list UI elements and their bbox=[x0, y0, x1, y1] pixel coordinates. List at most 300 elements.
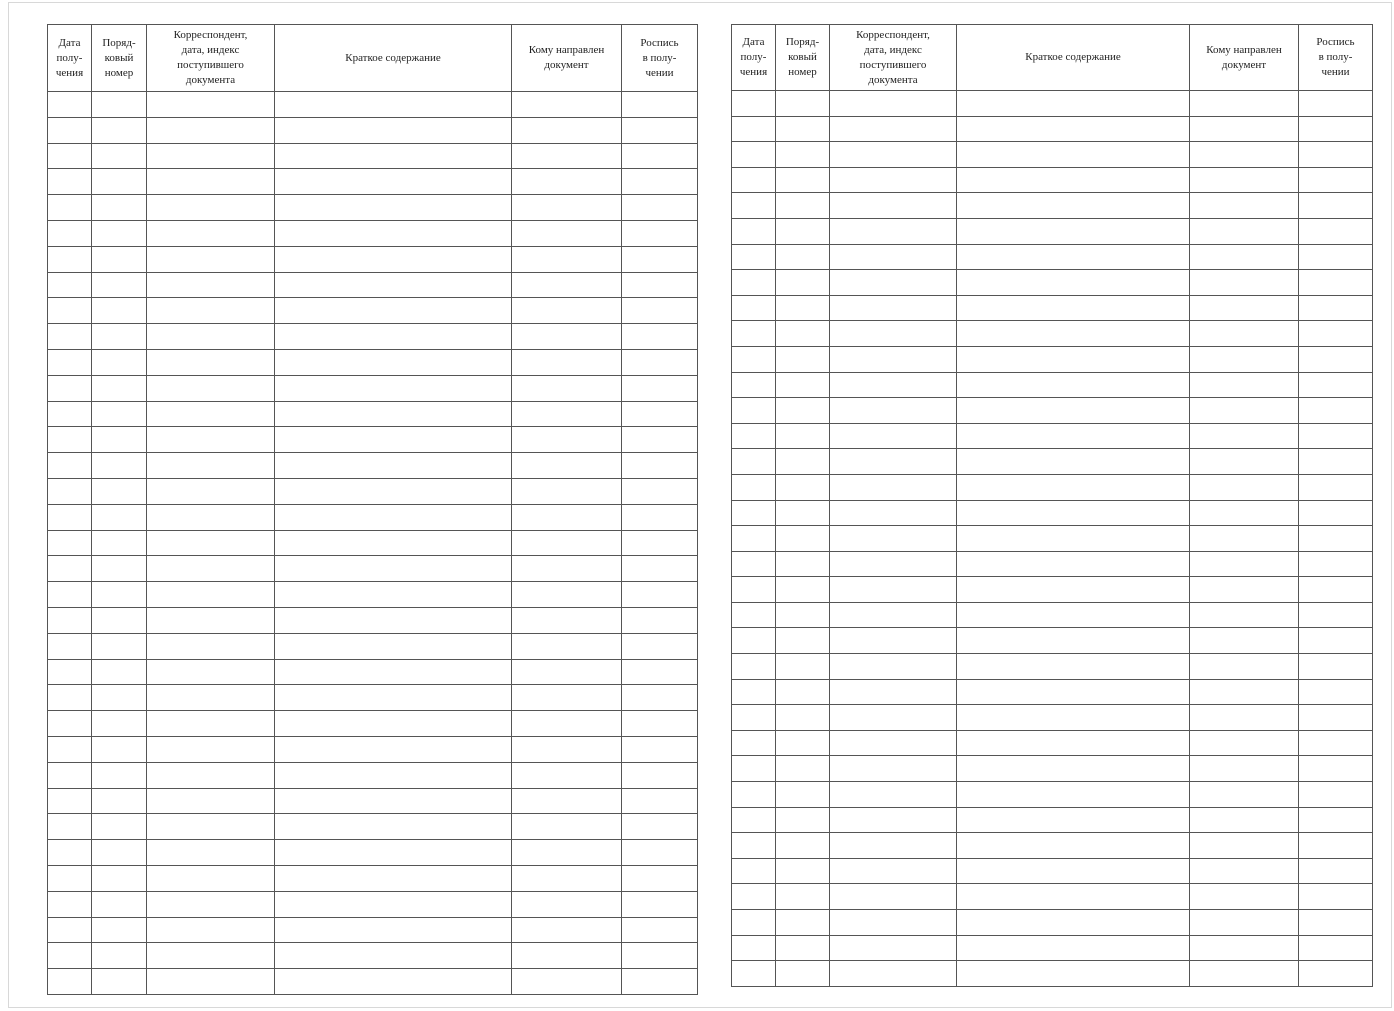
summary-cell[interactable] bbox=[957, 321, 1190, 347]
number-cell[interactable] bbox=[776, 935, 830, 961]
recipient-cell[interactable] bbox=[512, 324, 622, 350]
summary-cell[interactable] bbox=[957, 423, 1190, 449]
summary-cell[interactable] bbox=[957, 577, 1190, 603]
correspondent-cell[interactable] bbox=[830, 398, 957, 424]
correspondent-cell[interactable] bbox=[830, 577, 957, 603]
signature-cell[interactable] bbox=[622, 453, 698, 479]
number-cell[interactable] bbox=[776, 167, 830, 193]
recipient-cell[interactable] bbox=[512, 92, 622, 118]
summary-cell[interactable] bbox=[957, 449, 1190, 475]
correspondent-cell[interactable] bbox=[830, 833, 957, 859]
correspondent-cell[interactable] bbox=[830, 91, 957, 117]
signature-cell[interactable] bbox=[1299, 833, 1373, 859]
recipient-cell[interactable] bbox=[512, 246, 622, 272]
signature-cell[interactable] bbox=[622, 504, 698, 530]
signature-cell[interactable] bbox=[1299, 116, 1373, 142]
correspondent-cell[interactable] bbox=[147, 453, 275, 479]
signature-cell[interactable] bbox=[622, 711, 698, 737]
summary-cell[interactable] bbox=[957, 782, 1190, 808]
summary-cell[interactable] bbox=[957, 91, 1190, 117]
number-cell[interactable] bbox=[776, 807, 830, 833]
correspondent-cell[interactable] bbox=[147, 607, 275, 633]
date-cell[interactable] bbox=[732, 577, 776, 603]
summary-cell[interactable] bbox=[275, 349, 512, 375]
number-cell[interactable] bbox=[92, 969, 147, 995]
recipient-cell[interactable] bbox=[512, 969, 622, 995]
recipient-cell[interactable] bbox=[512, 504, 622, 530]
date-cell[interactable] bbox=[732, 833, 776, 859]
recipient-cell[interactable] bbox=[512, 401, 622, 427]
number-cell[interactable] bbox=[92, 736, 147, 762]
date-cell[interactable] bbox=[48, 298, 92, 324]
signature-cell[interactable] bbox=[1299, 270, 1373, 296]
recipient-cell[interactable] bbox=[512, 685, 622, 711]
correspondent-cell[interactable] bbox=[147, 169, 275, 195]
recipient-cell[interactable] bbox=[1190, 142, 1299, 168]
correspondent-cell[interactable] bbox=[830, 807, 957, 833]
recipient-cell[interactable] bbox=[512, 891, 622, 917]
correspondent-cell[interactable] bbox=[147, 195, 275, 221]
recipient-cell[interactable] bbox=[1190, 270, 1299, 296]
date-cell[interactable] bbox=[732, 116, 776, 142]
number-cell[interactable] bbox=[92, 195, 147, 221]
number-cell[interactable] bbox=[776, 142, 830, 168]
correspondent-cell[interactable] bbox=[147, 840, 275, 866]
correspondent-cell[interactable] bbox=[147, 788, 275, 814]
recipient-cell[interactable] bbox=[1190, 500, 1299, 526]
signature-cell[interactable] bbox=[622, 143, 698, 169]
signature-cell[interactable] bbox=[622, 92, 698, 118]
number-cell[interactable] bbox=[776, 244, 830, 270]
signature-cell[interactable] bbox=[1299, 142, 1373, 168]
number-cell[interactable] bbox=[776, 423, 830, 449]
signature-cell[interactable] bbox=[622, 556, 698, 582]
summary-cell[interactable] bbox=[957, 167, 1190, 193]
summary-cell[interactable] bbox=[275, 917, 512, 943]
recipient-cell[interactable] bbox=[512, 117, 622, 143]
summary-cell[interactable] bbox=[275, 865, 512, 891]
signature-cell[interactable] bbox=[1299, 474, 1373, 500]
date-cell[interactable] bbox=[732, 346, 776, 372]
recipient-cell[interactable] bbox=[1190, 833, 1299, 859]
date-cell[interactable] bbox=[48, 349, 92, 375]
number-cell[interactable] bbox=[776, 628, 830, 654]
summary-cell[interactable] bbox=[275, 530, 512, 556]
date-cell[interactable] bbox=[48, 530, 92, 556]
number-cell[interactable] bbox=[92, 917, 147, 943]
summary-cell[interactable] bbox=[957, 807, 1190, 833]
summary-cell[interactable] bbox=[275, 246, 512, 272]
recipient-cell[interactable] bbox=[512, 788, 622, 814]
date-cell[interactable] bbox=[48, 659, 92, 685]
recipient-cell[interactable] bbox=[1190, 398, 1299, 424]
number-cell[interactable] bbox=[92, 865, 147, 891]
number-cell[interactable] bbox=[92, 272, 147, 298]
date-cell[interactable] bbox=[732, 167, 776, 193]
correspondent-cell[interactable] bbox=[147, 685, 275, 711]
number-cell[interactable] bbox=[776, 500, 830, 526]
signature-cell[interactable] bbox=[1299, 218, 1373, 244]
signature-cell[interactable] bbox=[622, 659, 698, 685]
recipient-cell[interactable] bbox=[1190, 756, 1299, 782]
summary-cell[interactable] bbox=[957, 474, 1190, 500]
date-cell[interactable] bbox=[732, 142, 776, 168]
date-cell[interactable] bbox=[48, 220, 92, 246]
recipient-cell[interactable] bbox=[512, 762, 622, 788]
recipient-cell[interactable] bbox=[512, 272, 622, 298]
correspondent-cell[interactable] bbox=[830, 474, 957, 500]
recipient-cell[interactable] bbox=[512, 530, 622, 556]
number-cell[interactable] bbox=[776, 372, 830, 398]
summary-cell[interactable] bbox=[275, 685, 512, 711]
correspondent-cell[interactable] bbox=[147, 943, 275, 969]
date-cell[interactable] bbox=[732, 270, 776, 296]
date-cell[interactable] bbox=[48, 633, 92, 659]
summary-cell[interactable] bbox=[957, 270, 1190, 296]
number-cell[interactable] bbox=[776, 91, 830, 117]
summary-cell[interactable] bbox=[957, 884, 1190, 910]
signature-cell[interactable] bbox=[1299, 807, 1373, 833]
summary-cell[interactable] bbox=[275, 117, 512, 143]
correspondent-cell[interactable] bbox=[830, 884, 957, 910]
correspondent-cell[interactable] bbox=[147, 917, 275, 943]
correspondent-cell[interactable] bbox=[830, 602, 957, 628]
summary-cell[interactable] bbox=[957, 705, 1190, 731]
number-cell[interactable] bbox=[92, 633, 147, 659]
correspondent-cell[interactable] bbox=[147, 220, 275, 246]
number-cell[interactable] bbox=[776, 551, 830, 577]
number-cell[interactable] bbox=[92, 169, 147, 195]
signature-cell[interactable] bbox=[622, 298, 698, 324]
recipient-cell[interactable] bbox=[512, 736, 622, 762]
correspondent-cell[interactable] bbox=[830, 961, 957, 987]
recipient-cell[interactable] bbox=[1190, 346, 1299, 372]
correspondent-cell[interactable] bbox=[830, 858, 957, 884]
correspondent-cell[interactable] bbox=[147, 272, 275, 298]
summary-cell[interactable] bbox=[957, 730, 1190, 756]
date-cell[interactable] bbox=[732, 602, 776, 628]
recipient-cell[interactable] bbox=[1190, 295, 1299, 321]
correspondent-cell[interactable] bbox=[830, 756, 957, 782]
correspondent-cell[interactable] bbox=[147, 92, 275, 118]
signature-cell[interactable] bbox=[1299, 321, 1373, 347]
number-cell[interactable] bbox=[776, 756, 830, 782]
recipient-cell[interactable] bbox=[512, 582, 622, 608]
date-cell[interactable] bbox=[732, 884, 776, 910]
summary-cell[interactable] bbox=[275, 607, 512, 633]
number-cell[interactable] bbox=[776, 884, 830, 910]
summary-cell[interactable] bbox=[957, 116, 1190, 142]
correspondent-cell[interactable] bbox=[830, 679, 957, 705]
summary-cell[interactable] bbox=[957, 628, 1190, 654]
correspondent-cell[interactable] bbox=[147, 349, 275, 375]
number-cell[interactable] bbox=[92, 891, 147, 917]
date-cell[interactable] bbox=[48, 788, 92, 814]
signature-cell[interactable] bbox=[1299, 935, 1373, 961]
recipient-cell[interactable] bbox=[1190, 782, 1299, 808]
signature-cell[interactable] bbox=[622, 969, 698, 995]
number-cell[interactable] bbox=[776, 654, 830, 680]
date-cell[interactable] bbox=[48, 143, 92, 169]
signature-cell[interactable] bbox=[622, 220, 698, 246]
correspondent-cell[interactable] bbox=[147, 530, 275, 556]
summary-cell[interactable] bbox=[275, 736, 512, 762]
recipient-cell[interactable] bbox=[1190, 628, 1299, 654]
number-cell[interactable] bbox=[92, 375, 147, 401]
summary-cell[interactable] bbox=[957, 858, 1190, 884]
number-cell[interactable] bbox=[92, 246, 147, 272]
recipient-cell[interactable] bbox=[512, 349, 622, 375]
correspondent-cell[interactable] bbox=[830, 782, 957, 808]
recipient-cell[interactable] bbox=[512, 195, 622, 221]
correspondent-cell[interactable] bbox=[830, 654, 957, 680]
number-cell[interactable] bbox=[92, 788, 147, 814]
summary-cell[interactable] bbox=[957, 346, 1190, 372]
signature-cell[interactable] bbox=[622, 917, 698, 943]
summary-cell[interactable] bbox=[957, 679, 1190, 705]
correspondent-cell[interactable] bbox=[830, 346, 957, 372]
correspondent-cell[interactable] bbox=[830, 705, 957, 731]
correspondent-cell[interactable] bbox=[830, 526, 957, 552]
recipient-cell[interactable] bbox=[1190, 730, 1299, 756]
signature-cell[interactable] bbox=[622, 169, 698, 195]
number-cell[interactable] bbox=[776, 449, 830, 475]
summary-cell[interactable] bbox=[957, 756, 1190, 782]
signature-cell[interactable] bbox=[622, 891, 698, 917]
summary-cell[interactable] bbox=[957, 218, 1190, 244]
number-cell[interactable] bbox=[92, 607, 147, 633]
signature-cell[interactable] bbox=[1299, 91, 1373, 117]
summary-cell[interactable] bbox=[957, 398, 1190, 424]
date-cell[interactable] bbox=[48, 453, 92, 479]
number-cell[interactable] bbox=[776, 295, 830, 321]
correspondent-cell[interactable] bbox=[830, 116, 957, 142]
correspondent-cell[interactable] bbox=[830, 449, 957, 475]
signature-cell[interactable] bbox=[622, 788, 698, 814]
recipient-cell[interactable] bbox=[512, 943, 622, 969]
number-cell[interactable] bbox=[92, 711, 147, 737]
signature-cell[interactable] bbox=[622, 865, 698, 891]
recipient-cell[interactable] bbox=[1190, 961, 1299, 987]
signature-cell[interactable] bbox=[622, 478, 698, 504]
number-cell[interactable] bbox=[92, 659, 147, 685]
summary-cell[interactable] bbox=[275, 401, 512, 427]
number-cell[interactable] bbox=[92, 401, 147, 427]
signature-cell[interactable] bbox=[1299, 551, 1373, 577]
recipient-cell[interactable] bbox=[1190, 423, 1299, 449]
date-cell[interactable] bbox=[732, 628, 776, 654]
date-cell[interactable] bbox=[48, 427, 92, 453]
date-cell[interactable] bbox=[48, 504, 92, 530]
correspondent-cell[interactable] bbox=[147, 814, 275, 840]
summary-cell[interactable] bbox=[275, 659, 512, 685]
summary-cell[interactable] bbox=[275, 453, 512, 479]
signature-cell[interactable] bbox=[622, 375, 698, 401]
summary-cell[interactable] bbox=[275, 427, 512, 453]
correspondent-cell[interactable] bbox=[830, 910, 957, 936]
date-cell[interactable] bbox=[732, 807, 776, 833]
recipient-cell[interactable] bbox=[1190, 602, 1299, 628]
correspondent-cell[interactable] bbox=[830, 730, 957, 756]
signature-cell[interactable] bbox=[622, 530, 698, 556]
date-cell[interactable] bbox=[48, 478, 92, 504]
signature-cell[interactable] bbox=[1299, 346, 1373, 372]
recipient-cell[interactable] bbox=[1190, 807, 1299, 833]
summary-cell[interactable] bbox=[957, 500, 1190, 526]
signature-cell[interactable] bbox=[622, 607, 698, 633]
date-cell[interactable] bbox=[48, 711, 92, 737]
correspondent-cell[interactable] bbox=[830, 295, 957, 321]
signature-cell[interactable] bbox=[1299, 295, 1373, 321]
recipient-cell[interactable] bbox=[1190, 167, 1299, 193]
correspondent-cell[interactable] bbox=[147, 324, 275, 350]
signature-cell[interactable] bbox=[1299, 423, 1373, 449]
date-cell[interactable] bbox=[732, 218, 776, 244]
summary-cell[interactable] bbox=[275, 943, 512, 969]
recipient-cell[interactable] bbox=[512, 143, 622, 169]
summary-cell[interactable] bbox=[275, 324, 512, 350]
summary-cell[interactable] bbox=[957, 935, 1190, 961]
date-cell[interactable] bbox=[48, 195, 92, 221]
signature-cell[interactable] bbox=[622, 943, 698, 969]
number-cell[interactable] bbox=[92, 840, 147, 866]
correspondent-cell[interactable] bbox=[830, 270, 957, 296]
summary-cell[interactable] bbox=[275, 478, 512, 504]
signature-cell[interactable] bbox=[1299, 244, 1373, 270]
summary-cell[interactable] bbox=[275, 582, 512, 608]
signature-cell[interactable] bbox=[1299, 372, 1373, 398]
recipient-cell[interactable] bbox=[1190, 910, 1299, 936]
number-cell[interactable] bbox=[776, 321, 830, 347]
signature-cell[interactable] bbox=[622, 685, 698, 711]
date-cell[interactable] bbox=[732, 474, 776, 500]
correspondent-cell[interactable] bbox=[830, 142, 957, 168]
signature-cell[interactable] bbox=[622, 272, 698, 298]
recipient-cell[interactable] bbox=[1190, 193, 1299, 219]
number-cell[interactable] bbox=[92, 814, 147, 840]
signature-cell[interactable] bbox=[1299, 526, 1373, 552]
summary-cell[interactable] bbox=[275, 814, 512, 840]
summary-cell[interactable] bbox=[957, 910, 1190, 936]
correspondent-cell[interactable] bbox=[147, 556, 275, 582]
correspondent-cell[interactable] bbox=[147, 117, 275, 143]
number-cell[interactable] bbox=[92, 453, 147, 479]
number-cell[interactable] bbox=[776, 398, 830, 424]
signature-cell[interactable] bbox=[1299, 602, 1373, 628]
number-cell[interactable] bbox=[776, 474, 830, 500]
date-cell[interactable] bbox=[48, 246, 92, 272]
date-cell[interactable] bbox=[48, 92, 92, 118]
number-cell[interactable] bbox=[92, 582, 147, 608]
recipient-cell[interactable] bbox=[1190, 116, 1299, 142]
summary-cell[interactable] bbox=[957, 654, 1190, 680]
date-cell[interactable] bbox=[732, 193, 776, 219]
correspondent-cell[interactable] bbox=[147, 736, 275, 762]
summary-cell[interactable] bbox=[275, 375, 512, 401]
date-cell[interactable] bbox=[48, 582, 92, 608]
date-cell[interactable] bbox=[732, 961, 776, 987]
signature-cell[interactable] bbox=[622, 762, 698, 788]
date-cell[interactable] bbox=[48, 969, 92, 995]
date-cell[interactable] bbox=[732, 705, 776, 731]
recipient-cell[interactable] bbox=[512, 298, 622, 324]
summary-cell[interactable] bbox=[957, 244, 1190, 270]
summary-cell[interactable] bbox=[275, 504, 512, 530]
signature-cell[interactable] bbox=[1299, 193, 1373, 219]
date-cell[interactable] bbox=[732, 551, 776, 577]
date-cell[interactable] bbox=[732, 91, 776, 117]
number-cell[interactable] bbox=[776, 679, 830, 705]
date-cell[interactable] bbox=[732, 372, 776, 398]
correspondent-cell[interactable] bbox=[830, 423, 957, 449]
date-cell[interactable] bbox=[732, 500, 776, 526]
correspondent-cell[interactable] bbox=[147, 633, 275, 659]
correspondent-cell[interactable] bbox=[147, 478, 275, 504]
signature-cell[interactable] bbox=[1299, 884, 1373, 910]
correspondent-cell[interactable] bbox=[147, 504, 275, 530]
correspondent-cell[interactable] bbox=[830, 193, 957, 219]
recipient-cell[interactable] bbox=[512, 375, 622, 401]
date-cell[interactable] bbox=[732, 730, 776, 756]
signature-cell[interactable] bbox=[1299, 398, 1373, 424]
date-cell[interactable] bbox=[48, 917, 92, 943]
signature-cell[interactable] bbox=[1299, 705, 1373, 731]
number-cell[interactable] bbox=[92, 530, 147, 556]
recipient-cell[interactable] bbox=[1190, 577, 1299, 603]
summary-cell[interactable] bbox=[275, 633, 512, 659]
number-cell[interactable] bbox=[776, 346, 830, 372]
number-cell[interactable] bbox=[776, 577, 830, 603]
recipient-cell[interactable] bbox=[512, 607, 622, 633]
summary-cell[interactable] bbox=[275, 840, 512, 866]
recipient-cell[interactable] bbox=[512, 427, 622, 453]
correspondent-cell[interactable] bbox=[147, 891, 275, 917]
summary-cell[interactable] bbox=[275, 143, 512, 169]
summary-cell[interactable] bbox=[275, 169, 512, 195]
correspondent-cell[interactable] bbox=[147, 659, 275, 685]
date-cell[interactable] bbox=[48, 272, 92, 298]
number-cell[interactable] bbox=[92, 117, 147, 143]
number-cell[interactable] bbox=[776, 961, 830, 987]
signature-cell[interactable] bbox=[1299, 910, 1373, 936]
date-cell[interactable] bbox=[732, 449, 776, 475]
date-cell[interactable] bbox=[732, 398, 776, 424]
signature-cell[interactable] bbox=[622, 349, 698, 375]
signature-cell[interactable] bbox=[1299, 449, 1373, 475]
date-cell[interactable] bbox=[732, 756, 776, 782]
number-cell[interactable] bbox=[776, 910, 830, 936]
signature-cell[interactable] bbox=[622, 117, 698, 143]
summary-cell[interactable] bbox=[275, 762, 512, 788]
recipient-cell[interactable] bbox=[512, 865, 622, 891]
date-cell[interactable] bbox=[732, 321, 776, 347]
date-cell[interactable] bbox=[48, 814, 92, 840]
number-cell[interactable] bbox=[776, 782, 830, 808]
correspondent-cell[interactable] bbox=[830, 500, 957, 526]
signature-cell[interactable] bbox=[622, 246, 698, 272]
recipient-cell[interactable] bbox=[1190, 218, 1299, 244]
date-cell[interactable] bbox=[48, 169, 92, 195]
number-cell[interactable] bbox=[776, 730, 830, 756]
date-cell[interactable] bbox=[732, 295, 776, 321]
summary-cell[interactable] bbox=[275, 556, 512, 582]
summary-cell[interactable] bbox=[957, 602, 1190, 628]
recipient-cell[interactable] bbox=[1190, 244, 1299, 270]
date-cell[interactable] bbox=[732, 654, 776, 680]
recipient-cell[interactable] bbox=[1190, 884, 1299, 910]
signature-cell[interactable] bbox=[1299, 654, 1373, 680]
date-cell[interactable] bbox=[48, 375, 92, 401]
